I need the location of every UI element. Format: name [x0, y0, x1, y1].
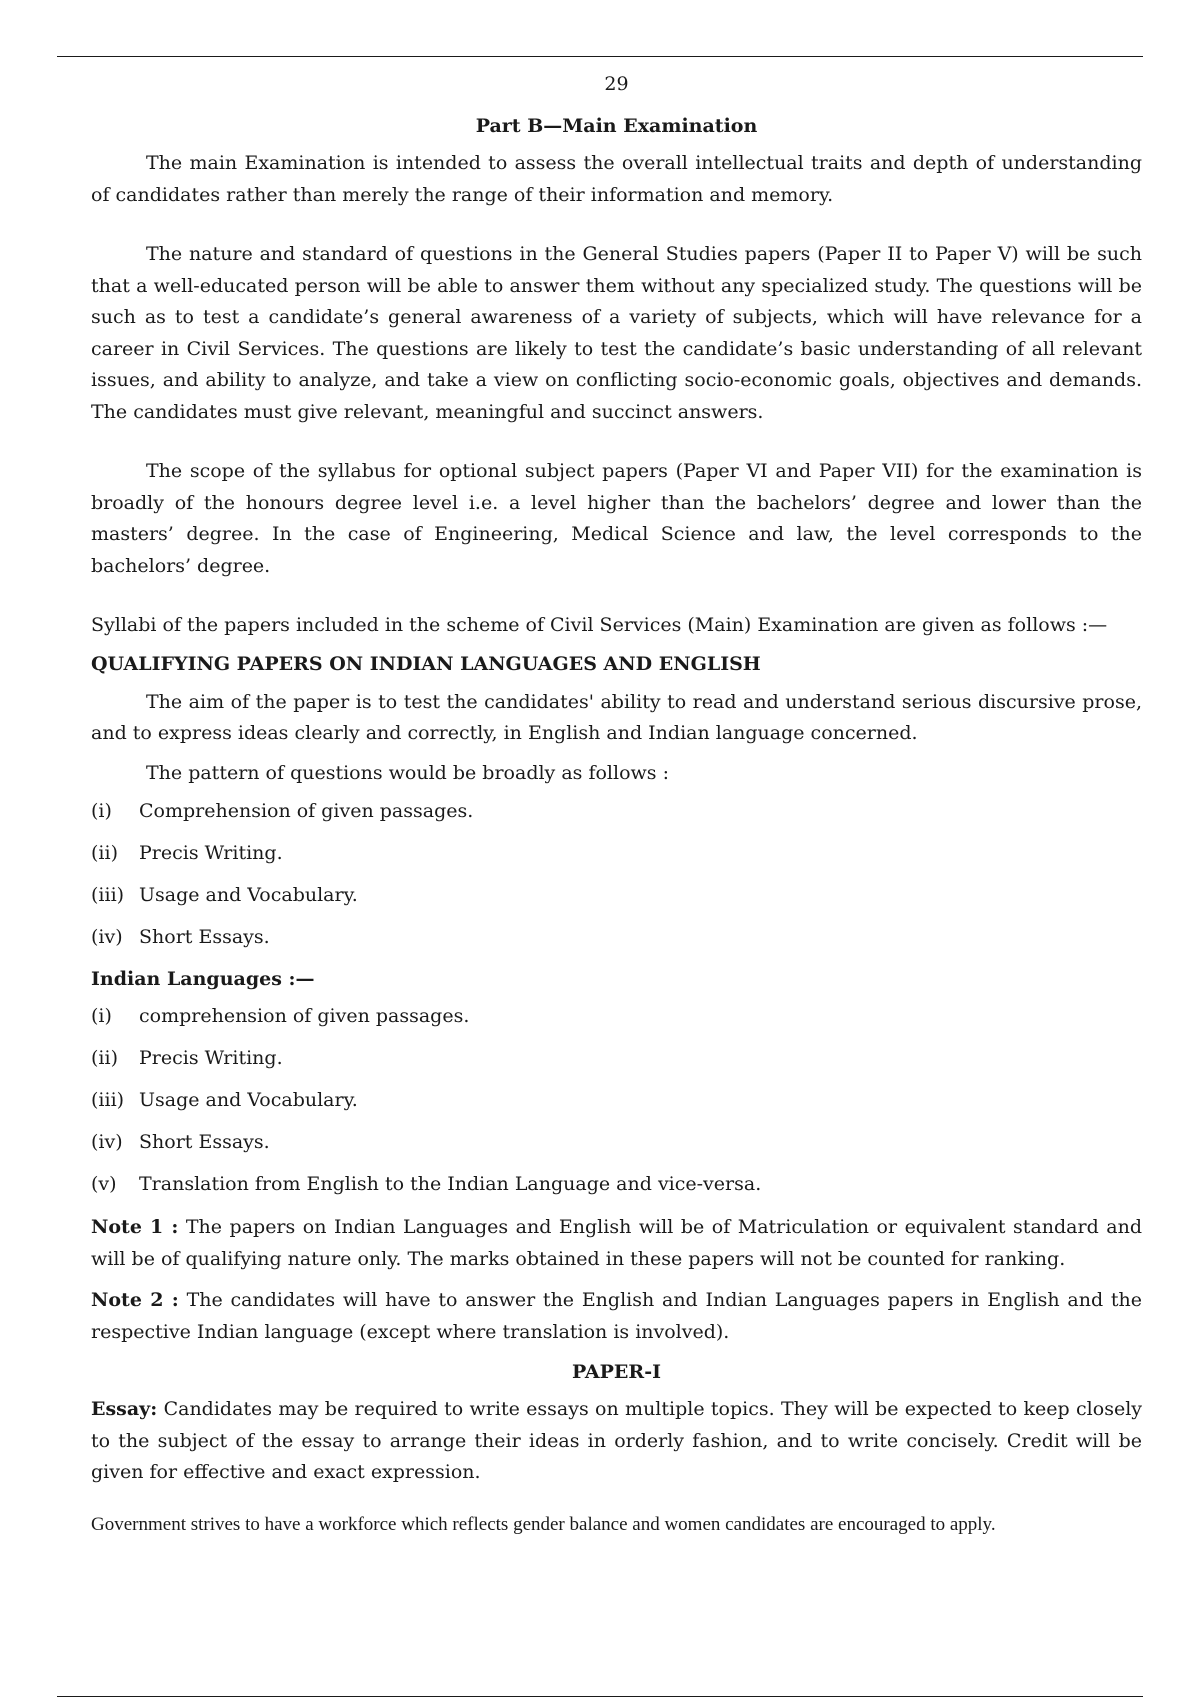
list-item [91, 1128, 1142, 1156]
list-item [91, 1002, 1142, 1030]
essay-label: Essay: [91, 1398, 158, 1420]
list-item [91, 1044, 1142, 1072]
bottom-rule [57, 1696, 1143, 1697]
list-item-text: Translation from English to the Indian Language and vice-versa. [139, 1173, 762, 1195]
list-item-text: comprehension of given passages. [139, 1005, 470, 1027]
list-item-number: (i) [91, 1005, 112, 1027]
indian-languages-heading: Indian Languages :— [91, 968, 315, 990]
essay-paragraph [91, 1394, 1142, 1489]
english-items-list [91, 797, 1142, 951]
list-item [91, 881, 1142, 909]
page-title: Part B—Main Examination [475, 115, 758, 137]
paragraph-question-pattern: The pattern of questions would be broadly as follows : [146, 761, 669, 784]
list-item-number: (ii) [91, 1047, 118, 1069]
page-number: 29 [604, 73, 629, 95]
note-1 [91, 1212, 1142, 1275]
list-item-number: (iii) [91, 884, 125, 906]
paragraph-syllabi-intro: Syllabi of the papers included in the scheme of Civil Services (Main) Examination are given as follows :— [91, 614, 1108, 636]
list-item-number: (ii) [91, 842, 118, 864]
essay-text: Candidates may be required to write essays on multiple topics. They will be expected to keep closely to the subject of the essay to arrange their ideas in orderly fashion, and to write concisely. Credit will be given for effective and exact expression. [91, 1398, 1142, 1483]
list-item-number: (iv) [91, 926, 123, 948]
list-item-text: Usage and Vocabulary. [139, 1089, 358, 1111]
list-item-text: Precis Writing. [139, 1047, 283, 1069]
note-2-label: Note 2 : [91, 1289, 179, 1311]
list-item [91, 839, 1142, 867]
paragraph-general-studies: The nature and standard of questions in the General Studies papers (Paper II to Paper V) will be such that a well-educated person will be able to answer them without any specialized study. The questions will be such as to test a candidate’s general awareness of a variety of subjects, which will have relevance for a career in Civil Services. The questions are likely to test the candidate’s basic understanding of all relevant issues, and ability to analyze, and take a view on conflicting socio-economic goals, objectives and demands. The candidates must give relevant, meaningful and succinct answers. [91, 243, 1142, 423]
paper-1-heading: PAPER-I [572, 1361, 661, 1383]
list-item-text: Short Essays. [139, 1131, 270, 1153]
list-item [91, 923, 1142, 951]
note-1-label: Note 1 : [91, 1216, 179, 1238]
note-2 [91, 1285, 1142, 1348]
list-item-number: (iv) [91, 1131, 123, 1153]
gender-balance-footer: Government strives to have a workforce which reflects gender balance and women candidates are encouraged to apply. [91, 1513, 996, 1535]
list-item-number: (v) [91, 1173, 117, 1195]
paragraph-optional-scope: The scope of the syllabus for optional subject papers (Paper VI and Paper VII) for the examination is broadly of the honours degree level i.e. a level higher than the bachelors’ degree and lower than the masters’ degree. In the case of Engineering, Medical Science and law, the level corresponds to the bachelors’ degree. [91, 460, 1142, 577]
list-item-text: Short Essays. [139, 926, 270, 948]
paragraph-qualifying-aim: The aim of the paper is to test the candidates' ability to read and understand serious discursive prose, and to express ideas clearly and correctly, in English and Indian language concerned. [91, 690, 1142, 744]
top-rule [57, 56, 1143, 57]
paragraph-main-exam-intro: The main Examination is intended to assess the overall intellectual traits and depth of understanding of candidates rather than merely the range of their information and memory. [91, 152, 1142, 206]
indian-items-list [91, 1002, 1142, 1198]
document-body [91, 70, 1142, 1539]
list-item-text: Usage and Vocabulary. [139, 884, 358, 906]
note-1-text: The papers on Indian Languages and English will be of Matriculation or equivalent standard and will be of qualifying nature only. The marks obtained in these papers will not be counted for ranking. [91, 1216, 1142, 1270]
list-item-text: Comprehension of given passages. [139, 800, 474, 822]
list-item [91, 797, 1142, 825]
list-item [91, 1086, 1142, 1114]
list-item [91, 1170, 1142, 1198]
note-2-text: The candidates will have to answer the English and Indian Languages papers in English and the respective Indian language (except where translation is involved). [91, 1289, 1142, 1343]
list-item-number: (iii) [91, 1089, 125, 1111]
list-item-text: Precis Writing. [139, 842, 283, 864]
qualifying-papers-heading: QUALIFYING PAPERS ON INDIAN LANGUAGES AND ENGLISH [91, 652, 761, 675]
list-item-number: (i) [91, 800, 112, 822]
